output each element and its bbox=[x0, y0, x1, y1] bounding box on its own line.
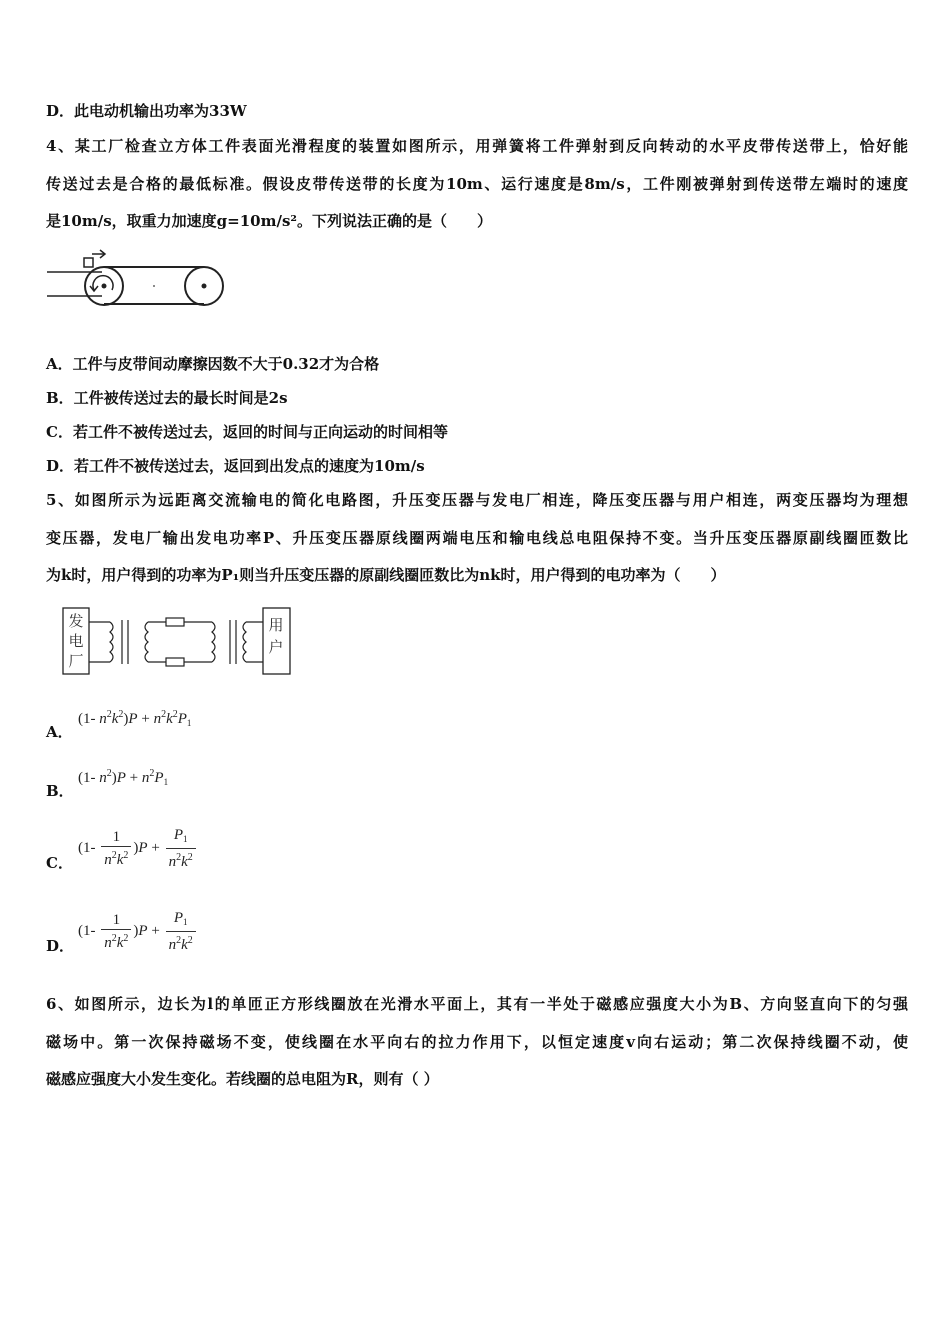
q5-option-b-label: B． bbox=[46, 782, 74, 800]
q5-option-b-formula: (1- $n^2)P + n^2P_1$ bbox=[78, 768, 169, 787]
q4-option-d: D．若工件不被传送过去，返回到出发点的速度为10m/s bbox=[46, 457, 425, 475]
q6-stem-line3: 磁感应强度大小发生变化。若线圈的总电阻为R，则有（ ） bbox=[46, 1070, 439, 1088]
q4-stem-line3: 是10m/s，取重力加速度g=10m/s²。下列说法正确的是（ ） bbox=[46, 212, 492, 230]
q4-stem-line2: 传送过去是合格的最低标准。假设皮带传送带的长度为10m、运行速度是8m/s，工件刚被弹射到传送带左端时的速度 bbox=[46, 175, 908, 193]
q5-stem-line2: 变压器，发电厂输出发电功率P、升压变压器原线圈两端电压和输电线总电阻保持不变。当升压变压器原副线圈匝数比 bbox=[46, 529, 908, 547]
q6-stem-line2: 磁场中。第一次保持磁场不变，使线圈在水平向右的拉力作用下，以恒定速度v向右运动；第二次保持线圈不动，使 bbox=[46, 1033, 908, 1051]
plant-label-1: 发 bbox=[68, 612, 84, 630]
q5-stem-line3: 为k时，用户得到的功率为P₁则当升压变压器的原副线圈匝数比为nk时，用户得到的电功率为（ ） bbox=[46, 566, 726, 584]
q5-option-a-formula: (1- $n^2k^2)P + n^2k^2P_1$ bbox=[78, 709, 192, 728]
q4-stem-line1: 4、某工厂检查立方体工件表面光滑程度的装置如图所示，用弹簧将工件弹射到反向转动的水平皮带传送带上，恰好能 bbox=[46, 137, 908, 155]
plant-label-3: 厂 bbox=[68, 652, 84, 670]
q5-option-a-label: A． bbox=[46, 723, 73, 741]
q6-stem-line1: 6、如图所示，边长为l的单匝正方形线圈放在光滑水平面上，其有一半处于磁感应强度大小为B、方向竖直向下的匀强 bbox=[46, 995, 908, 1013]
q5-option-c-label: C． bbox=[46, 854, 73, 872]
transmission-circuit-figure bbox=[62, 606, 294, 676]
user-label-2: 户 bbox=[268, 638, 284, 656]
conveyor-belt-figure bbox=[44, 244, 234, 322]
q3-option-d: D．此电动机输出功率为33W bbox=[46, 102, 247, 120]
user-label-1: 用 bbox=[268, 616, 284, 634]
q5-option-c-formula: (1- $\frac{1}{n^2k^2}$ )P + $\frac{P_1}{n^2k^2}$ bbox=[78, 826, 198, 871]
q5-stem-line1: 5、如图所示为远距离交流输电的简化电路图，升压变压器与发电厂相连，降压变压器与用户相连，两变压器均为理想 bbox=[46, 491, 908, 509]
q4-option-c: C．若工件不被传送过去，返回的时间与正向运动的时间相等 bbox=[46, 423, 448, 441]
q5-option-d-formula: (1- $\frac{1}{n^2k^2}$ )P + $\frac{P_1}{n^2k^2}$ bbox=[78, 909, 198, 954]
plant-label-2: 电 bbox=[68, 632, 84, 650]
q4-option-a: A．工件与皮带间动摩擦因数不大于0.32才为合格 bbox=[46, 355, 380, 373]
q5-option-d-label: D． bbox=[46, 937, 75, 955]
q4-option-b: B．工件被传送过去的最长时间是2s bbox=[46, 389, 288, 407]
